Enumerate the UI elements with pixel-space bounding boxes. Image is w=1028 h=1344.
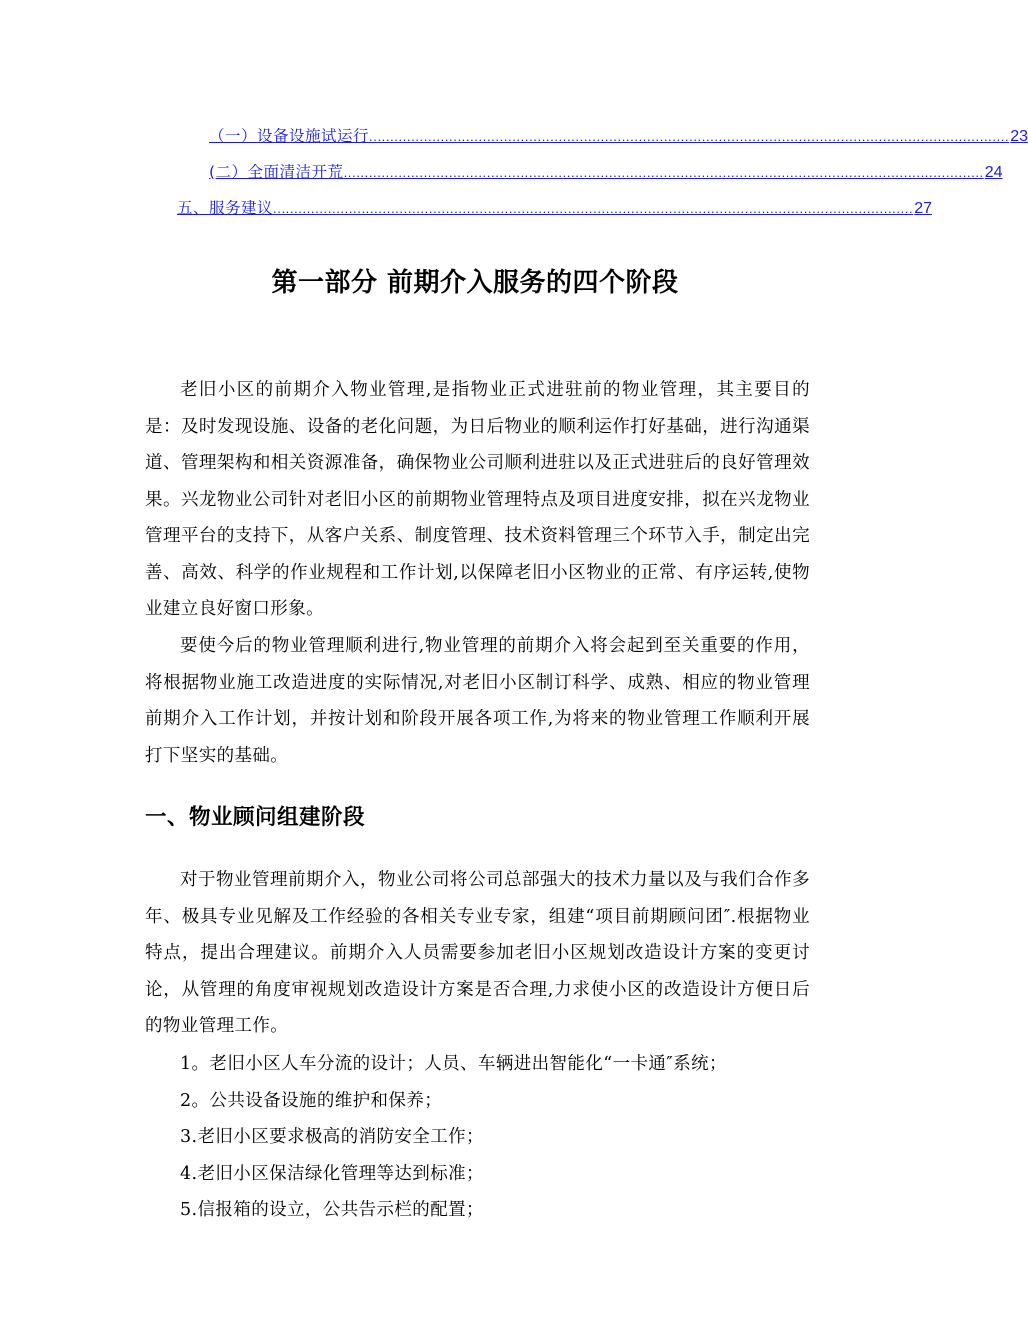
list-item: 1。老旧小区人车分流的设计；人员、车辆进出智能化“一卡通″系统； [180,1054,727,1074]
toc-entry-full-cleaning[interactable] [209,160,1003,186]
toc-entry-service-suggestions[interactable] [177,196,933,222]
suggestion-list [145,1046,810,1229]
toc-leader-dots: ........................................................................................................................................................ [343,165,984,180]
intro-paragraph-2: 要使今后的物业管理顺利进行,物业管理的前期介入将会起到至关重要的作用，将根据物业施工改造进度的实际情况,对老旧小区制订科学、成熟、相应的物业管理前期介入工作计划，并按计划和阶段开展各项工作,为将来的物业管理工作顺利开展打下坚实的基础。 [145,636,810,766]
part-title: 第一部分 前期介入服务的四个阶段 [271,268,679,298]
toc-leader-dots: ........................................................................................................................................................ [273,201,914,216]
list-item: 5.信报箱的设立，公共告示栏的配置； [180,1200,484,1220]
section-heading-consultant-stage: 一、物业顾问组建阶段 [145,805,366,830]
toc-entry-equipment-trial-run[interactable] [209,124,1028,150]
section-1-paragraph: 对于物业管理前期介入，物业公司将公司总部强大的技术力量以及与我们合作多年、极具专业见解及工作经验的各相关专业专家，组建“项目前期顾问团″.根据物业特点，提出合理建议。前期介入人员需要参加老旧小区规划改造设计方案的变更讨论，从管理的角度审视规划改造设计方案是否合理,力求使小区的改造设计方便日后的物业管理工作。 [145,870,810,1036]
toc-entry-title: (二）全面清洁开荒 [209,163,344,181]
toc-entry-title: （一）设备设施试运行 [209,127,370,145]
list-item: 4.老旧小区保洁绿化管理等达到标准； [180,1163,484,1184]
toc-leader-dots: ........................................................................................................................................................ [369,129,1010,144]
toc-page-number: 23 [1010,128,1028,145]
list-item: 2。公共设备设施的维护和保养； [180,1090,443,1111]
toc-page-number: 27 [914,200,933,217]
list-item: 3.老旧小区要求极高的消防安全工作； [180,1127,484,1147]
intro-paragraph-1: 老旧小区的前期介入物业管理,是指物业正式进驻前的物业管理，其主要目的是：及时发现设施、设备的老化问题，为日后物业的顺利运作打好基础，进行沟通渠道、管理架构和相关资源准备，确保物业公司顺利进驻以及正式进驻后的良好管理效果。兴龙物业公司针对老旧小区的前期物业管理特点及项目进度安排，拟在兴龙物业管理平台的支持下，从客户关系、制度管理、技术资料管理三个环节入手，制定出完善、高效、科学的作业规程和工作计划,以保障老旧小区物业的正常、有序运转,使物业建立良好窗口形象。 [145,380,810,619]
toc-entry-title: 五、服务建议 [177,199,274,217]
toc-page-number: 24 [984,164,1003,181]
